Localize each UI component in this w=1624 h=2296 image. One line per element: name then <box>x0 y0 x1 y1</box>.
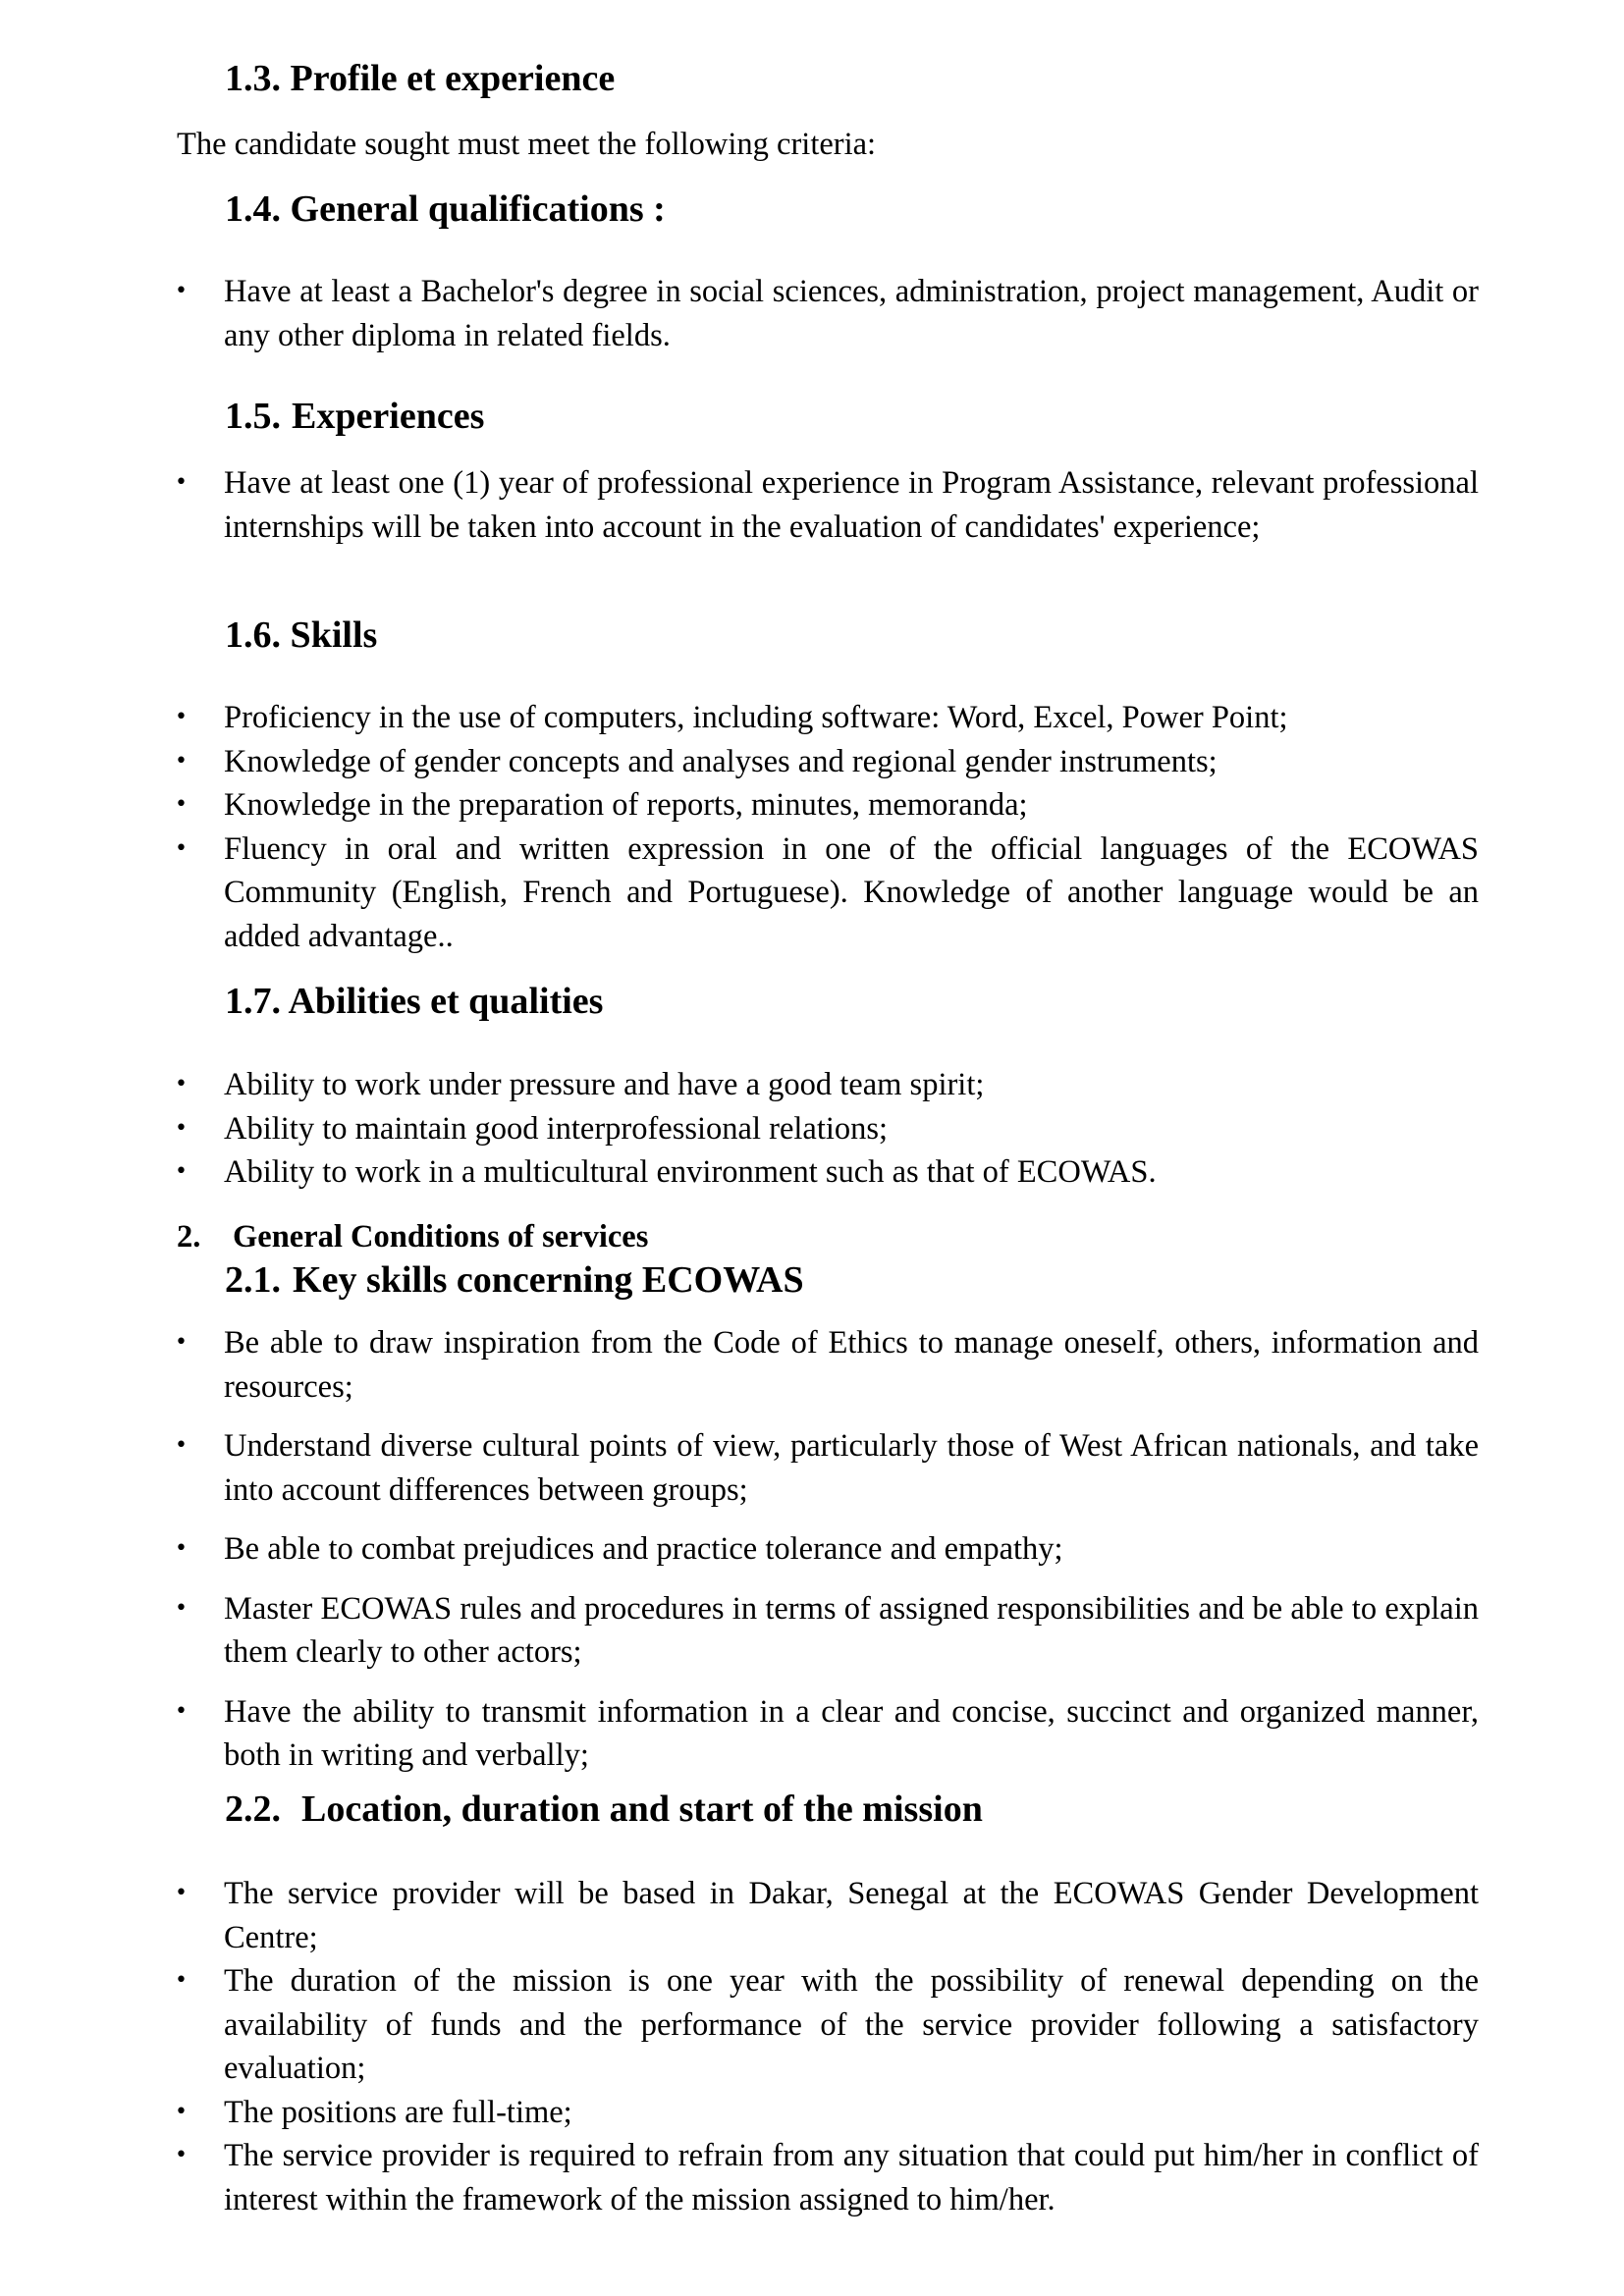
heading-number: 2. <box>177 1219 201 1255</box>
heading-title: General Conditions of services <box>233 1219 649 1255</box>
list-item: • The service provider will be based in Dakar, Senegal at the ECOWAS Gender Development Centre; <box>224 1872 1479 1959</box>
heading-number: 1.5. <box>225 396 282 437</box>
heading-number: 1.6. <box>225 614 282 656</box>
heading-number: 1.7. <box>225 981 282 1022</box>
heading-title: Experiences <box>292 396 485 437</box>
heading-number: 2.2. <box>225 1789 282 1830</box>
list-item: • Knowledge in the preparation of reports, minutes, memoranda; <box>224 783 1479 828</box>
list-item: • Be able to draw inspiration from the Code of Ethics to manage oneself, others, information and resources; <box>224 1321 1479 1409</box>
list-item: • Ability to maintain good interprofessional relations; <box>224 1107 1479 1151</box>
experiences-list <box>224 461 1479 549</box>
heading-title: Abilities et qualities <box>288 981 604 1022</box>
qualifications-list <box>224 270 1479 357</box>
heading-title: Key skills concerning ECOWAS <box>293 1259 804 1301</box>
list-item: • The service provider is required to refrain from any situation that could put him/her in conflict of interest within the framework of the mission assigned to him/her. <box>224 2134 1479 2221</box>
heading-1-6 <box>225 614 377 658</box>
list-item: • Understand diverse cultural points of view, particularly those of West African nationals, and take into account differences between groups; <box>224 1424 1479 1512</box>
heading-number: 1.3. <box>225 58 282 99</box>
key-skills-list <box>224 1321 1479 1778</box>
list-item: • Knowledge of gender concepts and analyses and regional gender instruments; <box>224 740 1479 784</box>
list-item: • Ability to work under pressure and have a good team spirit; <box>224 1063 1479 1107</box>
skills-list <box>224 696 1479 958</box>
list-item: • Have the ability to transmit information in a clear and concise, succinct and organized manner, both in writing and verbally; <box>224 1690 1479 1778</box>
heading-number: 1.4. <box>225 188 282 230</box>
heading-title: Skills <box>290 614 378 656</box>
location-list <box>224 1872 1479 2221</box>
intro-paragraph: The candidate sought must meet the following criteria: <box>177 127 877 162</box>
list-item: • Proficiency in the use of computers, including software: Word, Excel, Power Point; <box>224 696 1479 740</box>
heading-title: Profile et experience <box>290 58 616 99</box>
heading-1-4 <box>225 187 666 232</box>
list-item: • Master ECOWAS rules and procedures in terms of assigned responsibilities and be able to explain them clearly to other actors; <box>224 1587 1479 1675</box>
heading-2 <box>177 1215 648 1259</box>
list-item: • The duration of the mission is one year with the possibility of renewal depending on the availability of funds and the performance of the service provider following a satisfactory evaluation; <box>224 1959 1479 2091</box>
list-item: • Have at least one (1) year of professional experience in Program Assistance, relevant professional internships will be taken into account in the evaluation of candidates' experience; <box>224 461 1479 549</box>
heading-2-2 <box>225 1788 983 1832</box>
heading-1-5 <box>225 395 484 439</box>
list-item: • Ability to work in a multicultural environment such as that of ECOWAS. <box>224 1150 1479 1195</box>
heading-title: Location, duration and start of the mission <box>301 1789 983 1830</box>
list-item: • Fluency in oral and written expression in one of the official languages of the ECOWAS Community (English, French and Portuguese). Knowledge of another language would be an added advantage.. <box>224 828 1479 959</box>
heading-2-1 <box>225 1258 804 1303</box>
list-item: • Be able to combat prejudices and practice tolerance and empathy; <box>224 1527 1479 1572</box>
heading-1-3 <box>225 57 615 101</box>
heading-title: General qualifications : <box>290 188 666 230</box>
abilities-list <box>224 1063 1479 1195</box>
list-item: • Have at least a Bachelor's degree in social sciences, administration, project management, Audit or any other diploma in related fields. <box>224 270 1479 357</box>
heading-1-7 <box>225 980 603 1024</box>
heading-number: 2.1. <box>225 1259 282 1301</box>
list-item: • The positions are full-time; <box>224 2091 1479 2135</box>
